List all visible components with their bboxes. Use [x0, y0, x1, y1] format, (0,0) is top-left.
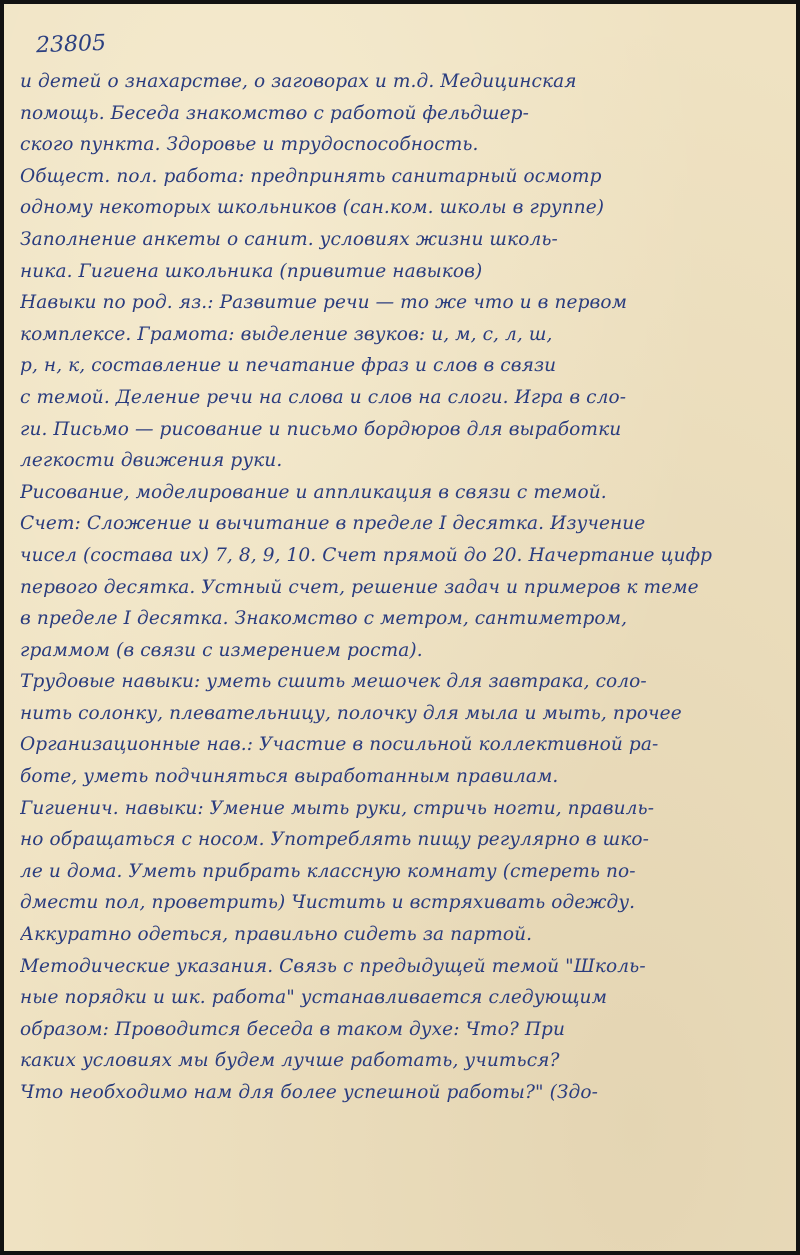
text-line: образом: Проводится беседа в таком духе: Что? При — [20, 1018, 566, 1040]
text-line: Рисование, моделирование и аппликация в связи с темой. — [20, 481, 607, 503]
text-line: Гигиенич. навыки: Умение мыть руки, стричь ногти, правиль- — [20, 797, 655, 819]
text-line: граммом (в связи с измерением роста). — [20, 639, 423, 661]
text-line: Навыки по род. яз.: Развитие речи — то же что и в первом — [20, 292, 628, 314]
text-line: р, н, к, составление и печатание фраз и слов в связи — [20, 355, 557, 377]
manuscript-page — [4, 4, 796, 1251]
text-line: комплексе. Грамота: выделение звуков: и, м, с, л, ш, — [20, 323, 553, 345]
text-line: но обращаться с носом. Употреблять пищу регулярно в шко- — [20, 829, 650, 851]
text-line: одному некоторых школьников (сан.ком. школы в группе) — [20, 197, 605, 219]
handwritten-text-block — [20, 66, 792, 1109]
text-line: чисел (состава их) 7, 8, 9, 10. Счет прямой до 20. Начертание цифр — [20, 544, 713, 566]
text-line: дмести пол, проветрить) Чистить и встряхивать одежду. — [20, 892, 636, 914]
text-line: помощь. Беседа знакомство с работой фельдшер- — [20, 102, 529, 124]
text-line: Трудовые навыки: уметь сшить мешочек для завтрака, соло- — [20, 671, 647, 693]
text-line: Аккуратно одеться, правильно сидеть за партой. — [20, 924, 533, 946]
text-line: и детей о знахарстве, о заговорах и т.д. Медицинская — [20, 71, 577, 92]
text-line: Счет: Сложение и вычитание в пределе I десятка. Изучение — [20, 513, 646, 535]
text-line: ника. Гигиена школьника (привитие навыков) — [20, 260, 483, 282]
text-line: Общест. пол. работа: предпринять санитарный осмотр — [20, 165, 602, 187]
text-line: первого десятка. Устный счет, решение задач и примеров к теме — [20, 576, 699, 598]
text-line: Заполнение анкеты о санит. условиях жизни школь- — [20, 228, 558, 250]
text-line: нить солонку, плевательницу, полочку для мыла и мыть, прочее — [20, 702, 682, 724]
text-line: ского пункта. Здоровье и трудоспособность. — [20, 134, 479, 156]
text-line: легкости движения руки. — [20, 450, 283, 472]
text-line: Что необходимо нам для более успешной работы?" (Здо- — [20, 1082, 598, 1103]
text-line: ле и дома. Уметь прибрать классную комнату (стереть по- — [20, 860, 636, 882]
text-line: Организационные нав.: Участие в посильной коллективной ра- — [20, 734, 659, 756]
text-line: ные порядки и шк. работа" устанавливается следующим — [20, 987, 608, 1009]
text-line: Методические указания. Связь с предыдущей темой "Школь- — [20, 955, 646, 977]
text-line: боте, уметь подчиняться выработанным правилам. — [20, 766, 559, 788]
text-line: в пределе I десятка. Знакомство с метром, сантиметром, — [20, 608, 628, 630]
archive-number: 23805 — [35, 30, 107, 59]
text-line: ги. Письмо — рисование и письмо бордюров для выработки — [20, 418, 622, 440]
text-line: с темой. Деление речи на слова и слов на слоги. Игра в сло- — [20, 386, 627, 408]
text-line: каких условиях мы будем лучше работать, учиться? — [20, 1050, 560, 1072]
